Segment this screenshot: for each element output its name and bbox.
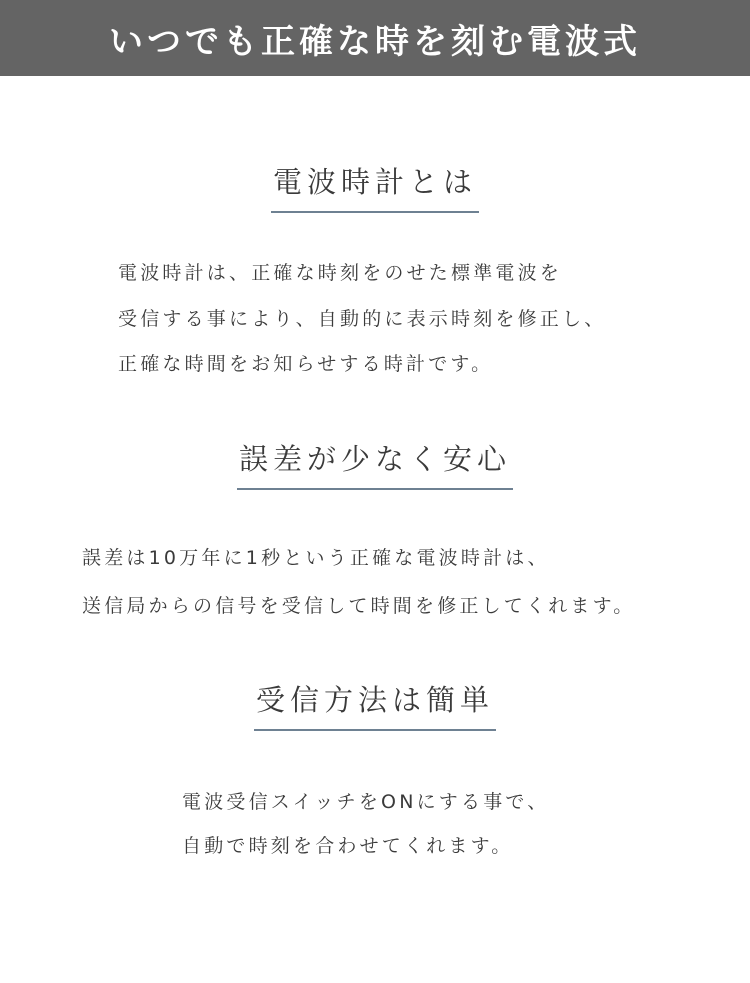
paragraph-line: 受信する事により、自動的に表示時刻を修正し、: [118, 308, 607, 330]
section-heading-reception: [0, 678, 750, 731]
paragraph-line: 正確な時間をお知らせする時計です。: [118, 353, 494, 375]
section-heading-text: 電波時計とは: [271, 160, 479, 213]
paragraph-line: 自動で時刻を合わせてくれます。: [182, 835, 514, 857]
paragraph-line: 送信局からの信号を受信して時間を修正してくれます。: [82, 595, 636, 617]
section-heading-accuracy: [0, 437, 750, 490]
section-heading-text: 受信方法は簡単: [254, 678, 496, 731]
paragraph-line: 電波受信スイッチをONにする事で、: [182, 791, 550, 813]
page-title: いつでも正確な時を刻む電波式: [109, 21, 641, 62]
section-heading-text: 誤差が少なく安心: [237, 437, 513, 490]
paragraph-line: 誤差は10万年に1秒という正確な電波時計は、: [82, 547, 550, 569]
header-band: [0, 0, 750, 76]
section-heading-about: [0, 160, 750, 213]
paragraph-line: 電波時計は、正確な時刻をのせた標準電波を: [118, 262, 563, 284]
